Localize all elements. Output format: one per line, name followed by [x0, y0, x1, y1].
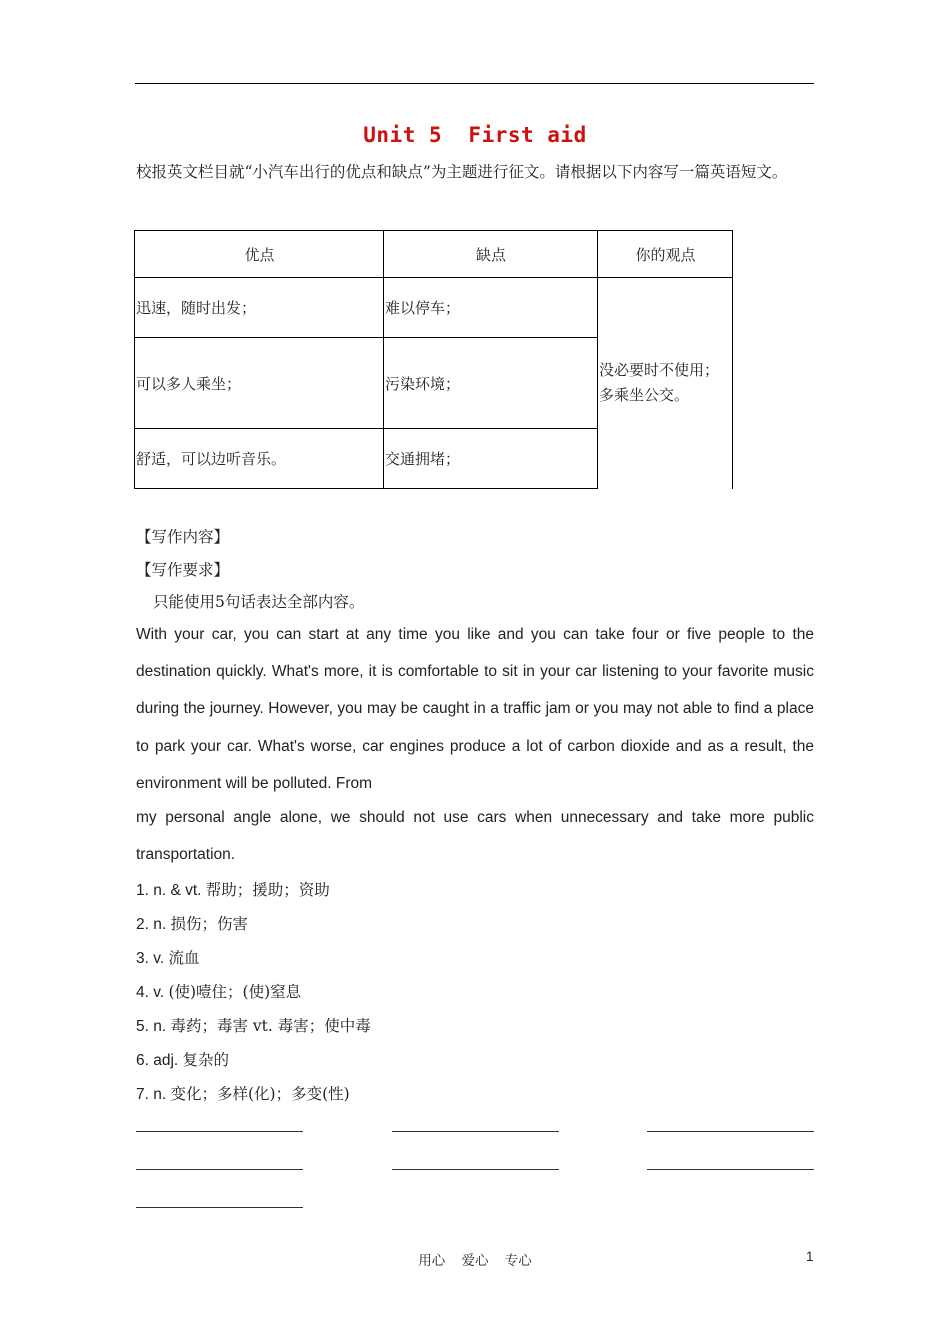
vocab-meaning: (使)噎住；(使)窒息: [168, 983, 302, 1001]
vocab-item: [136, 946, 199, 968]
vocab-number: 1. n. & vt.: [136, 882, 202, 899]
table-cell-con: 交通拥堵；: [384, 429, 598, 489]
answer-blank[interactable]: [136, 1131, 303, 1132]
pros-cons-table: [134, 230, 733, 489]
vocab-item: [136, 878, 330, 900]
answer-blank[interactable]: [647, 1131, 814, 1132]
page-number: 1: [806, 1249, 814, 1264]
answer-blank[interactable]: [136, 1169, 303, 1170]
vocab-meaning: 帮助；援助；资助: [205, 881, 330, 899]
section-writing-requirements: 【写作要求】: [136, 561, 230, 579]
header-rule: [135, 83, 814, 84]
opinion-line: 没必要时不使用；: [599, 361, 720, 380]
table-cell-pro: 迅速，随时出发；: [135, 278, 384, 338]
vocab-item: [136, 1048, 229, 1070]
page-footer: 用心 爱心 专心: [418, 1253, 532, 1269]
table-header-cons: 缺点: [384, 231, 598, 278]
requirement-text: 只能使用5句话表达全部内容。: [153, 593, 365, 611]
opinion-line: 多乘坐公交。: [599, 386, 690, 405]
essay-paragraph: With your car, you can start at any time you like and you can take four or five people to the destination quickly. What's more, it is comfortable to sit in your car listening to your favorite music during the journey. However, you may be caught in a traffic jam or you may not able to find a place to park your car. What's worse, car engines produce a lot of carbon dioxide and as a result, the environment will be polluted. From: [136, 626, 814, 792]
table-row: [135, 278, 733, 338]
table-cell-opinion: [598, 278, 733, 489]
vocab-number: 3. v.: [136, 950, 165, 967]
vocab-item: [136, 1014, 371, 1036]
page-title: Unit 5 First aid: [363, 123, 587, 147]
vocab-meaning: 毒药；毒害 vt. 毒害；使中毒: [170, 1017, 371, 1035]
vocab-item: [136, 912, 248, 934]
vocab-item: [136, 1082, 350, 1104]
vocab-item: [136, 980, 301, 1002]
table-cell-pro: 可以多人乘坐；: [135, 338, 384, 429]
vocab-meaning: 损伤；伤害: [170, 915, 248, 933]
table-cell-con: 难以停车；: [384, 278, 598, 338]
table-header-opinion: 你的观点: [598, 231, 733, 278]
vocab-meaning: 流血: [168, 949, 200, 967]
section-writing-content: 【写作内容】: [136, 528, 230, 546]
answer-blank[interactable]: [647, 1169, 814, 1170]
vocab-meaning: 复杂的: [182, 1051, 230, 1069]
vocab-number: 4. v.: [136, 984, 165, 1001]
vocab-meaning: 变化；多样(化)；多变(性): [170, 1085, 350, 1103]
answer-blank[interactable]: [392, 1169, 559, 1170]
vocab-number: 6. adj.: [136, 1052, 179, 1069]
intro-paragraph: 校报英文栏目就“小汽车出行的优点和缺点”为主题进行征文。请根据以下内容写一篇英语短文。: [136, 163, 788, 181]
answer-blank[interactable]: [392, 1131, 559, 1132]
answer-blank[interactable]: [136, 1207, 303, 1208]
vocab-number: 7. n.: [136, 1086, 167, 1103]
table-cell-con: 污染环境；: [384, 338, 598, 429]
vocab-number: 5. n.: [136, 1018, 167, 1035]
essay-paragraph-continued: my personal angle alone, we should not use cars when unnecessary and take more public transportation.: [136, 809, 814, 864]
vocab-number: 2. n.: [136, 916, 167, 933]
table-header-row: [135, 231, 733, 278]
table-cell-pro: 舒适，可以边听音乐。: [135, 429, 384, 489]
table-header-pros: 优点: [135, 231, 384, 278]
